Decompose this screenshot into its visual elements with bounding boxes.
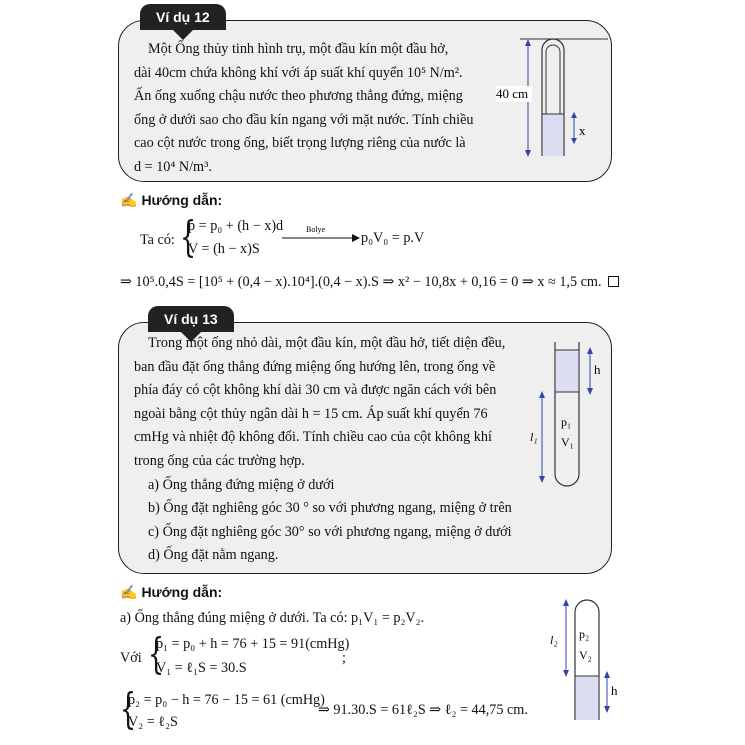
ans13-line-a: a) Ống thẳng đúng miệng ở dưới. Ta có: p₁V₁ = p₂V₂. [120,610,425,626]
ex13-item-d: d) Ống đặt nằm ngang. [148,547,279,564]
ans13-v-label: V₂ [579,648,592,662]
ans12-final: ⇒ 10⁵.0,4S = [10⁵ + (0,4 − x).10⁴].(0,4 − x).S ⇒ x² − 10,8x + 0,16 = 0 ⇒ x ≈ 1,5 cm. [120,274,619,291]
ans13-sys1-1: p₁ = p₀ + h = 76 + 15 = 91(cmHg) [156,636,350,652]
pen-icon: ✍ [120,584,138,600]
ans13-semicolon: ; [342,650,346,666]
ex13-line-2: ban đầu đặt ống thẳng đứng miệng ống hướng lên, trong ống về [134,358,496,375]
ex12-tube-figure [490,34,612,164]
ex12-line-6: d = 10⁴ N/m³. [134,158,212,175]
pen-icon: ✍ [120,192,138,208]
ex13-item-c: c) Ống đặt nghiêng góc 30° so với phương ngang, miệng ở dưới [148,523,512,540]
ex13-v-label: V₁ [561,435,574,449]
ans12-arrow-label: Bolye [306,225,326,234]
ans13-heading: ✍ Hướng dẫn: [120,584,223,600]
ex13-item-a: a) Ống thẳng đứng miệng ở dưới [148,476,335,493]
ex12-length-label: 40 cm [496,86,529,101]
ans13-p-label: p₂ [579,627,590,641]
ans13-with: Với [120,650,142,666]
ex13-line-3: phía đáy có cột không khí dài 30 cm và được ngăn cách với bên [134,382,497,399]
example-13-text [134,332,524,568]
ex13-h-label: h [594,362,601,377]
ans13-sys2-1: p₂ = p₀ − h = 76 − 15 = 61 (cmHg) [128,692,325,708]
ans13-l-label: l₂ [550,633,558,647]
ans13-h-label: h [611,683,618,698]
ex13-item-b: b) Ống đặt nghiêng góc 30 ° so với phương ngang, miệng ở trên [148,500,512,517]
end-square-icon [608,276,619,287]
ex12-line-3: Ấn ống xuống chậu nước theo phương thẳng đứng, miệng [134,88,463,105]
ex12-line-2: dài 40cm chứa không khí với áp suất khí quyển 10⁵ N/m². [134,64,463,81]
ans13-brace-1: { [148,629,165,678]
ex13-l-label: l₁ [530,430,538,444]
ans12-heading: ✍ Hướng dẫn: [120,192,223,208]
ex13-tube-figure [528,338,608,490]
ans13-tube-figure [548,596,628,724]
ex13-line-4: ngoài bằng cột thủy ngân dài h = 15 cm. Áp suất khí quyển 76 [134,405,488,422]
ex13-line-1: Trong một ống nhỏ dài, một đầu kín, một đầu hở, tiết diện đều, [148,335,506,351]
ex12-line-4: ống ở dưới sao cho đầu kín ngang với mặt nước. Tính chiều [134,111,474,128]
ex12-line-5: cao cột nước trong ống, biết trọng lượng riêng của nước là [134,135,466,152]
ex13-line-6: trong ống của các trường hợp. [134,452,305,469]
ans12-sys-2: V = (h − x)S [188,241,260,257]
ans13-brace-2: { [120,684,137,733]
example-12-tag: Ví dụ 12 [140,4,226,30]
ex12-x-label: x [579,123,586,138]
ans12-intro: Ta có: [140,232,175,248]
example-13-tag: Ví dụ 13 [148,306,234,332]
ex13-line-5: cmHg và nhiệt độ không đổi. Tính chiều cao của cột không khí [134,429,492,446]
ans12-arrow [280,222,360,244]
ans12-sys-1: p = p₀ + (h − x)d [188,218,284,234]
ans13-sys2-2: V₂ = ℓ₂S [128,714,178,730]
example-12-text [134,38,484,180]
ex13-p-label: p₁ [561,415,572,429]
ans12-result: p₀V₀ = p.V [361,230,425,246]
ans13-result: ⇒ 91.30.S = 61ℓ₂S ⇒ ℓ₂ = 44,75 cm. [318,702,528,718]
ex12-line-1: Một Ống thủy tinh hình trụ, một đầu kín một đầu hở, [148,41,449,57]
ans13-sys1-2: V₁ = ℓ₁S = 30.S [156,660,247,676]
ans12-brace: { [180,212,197,261]
